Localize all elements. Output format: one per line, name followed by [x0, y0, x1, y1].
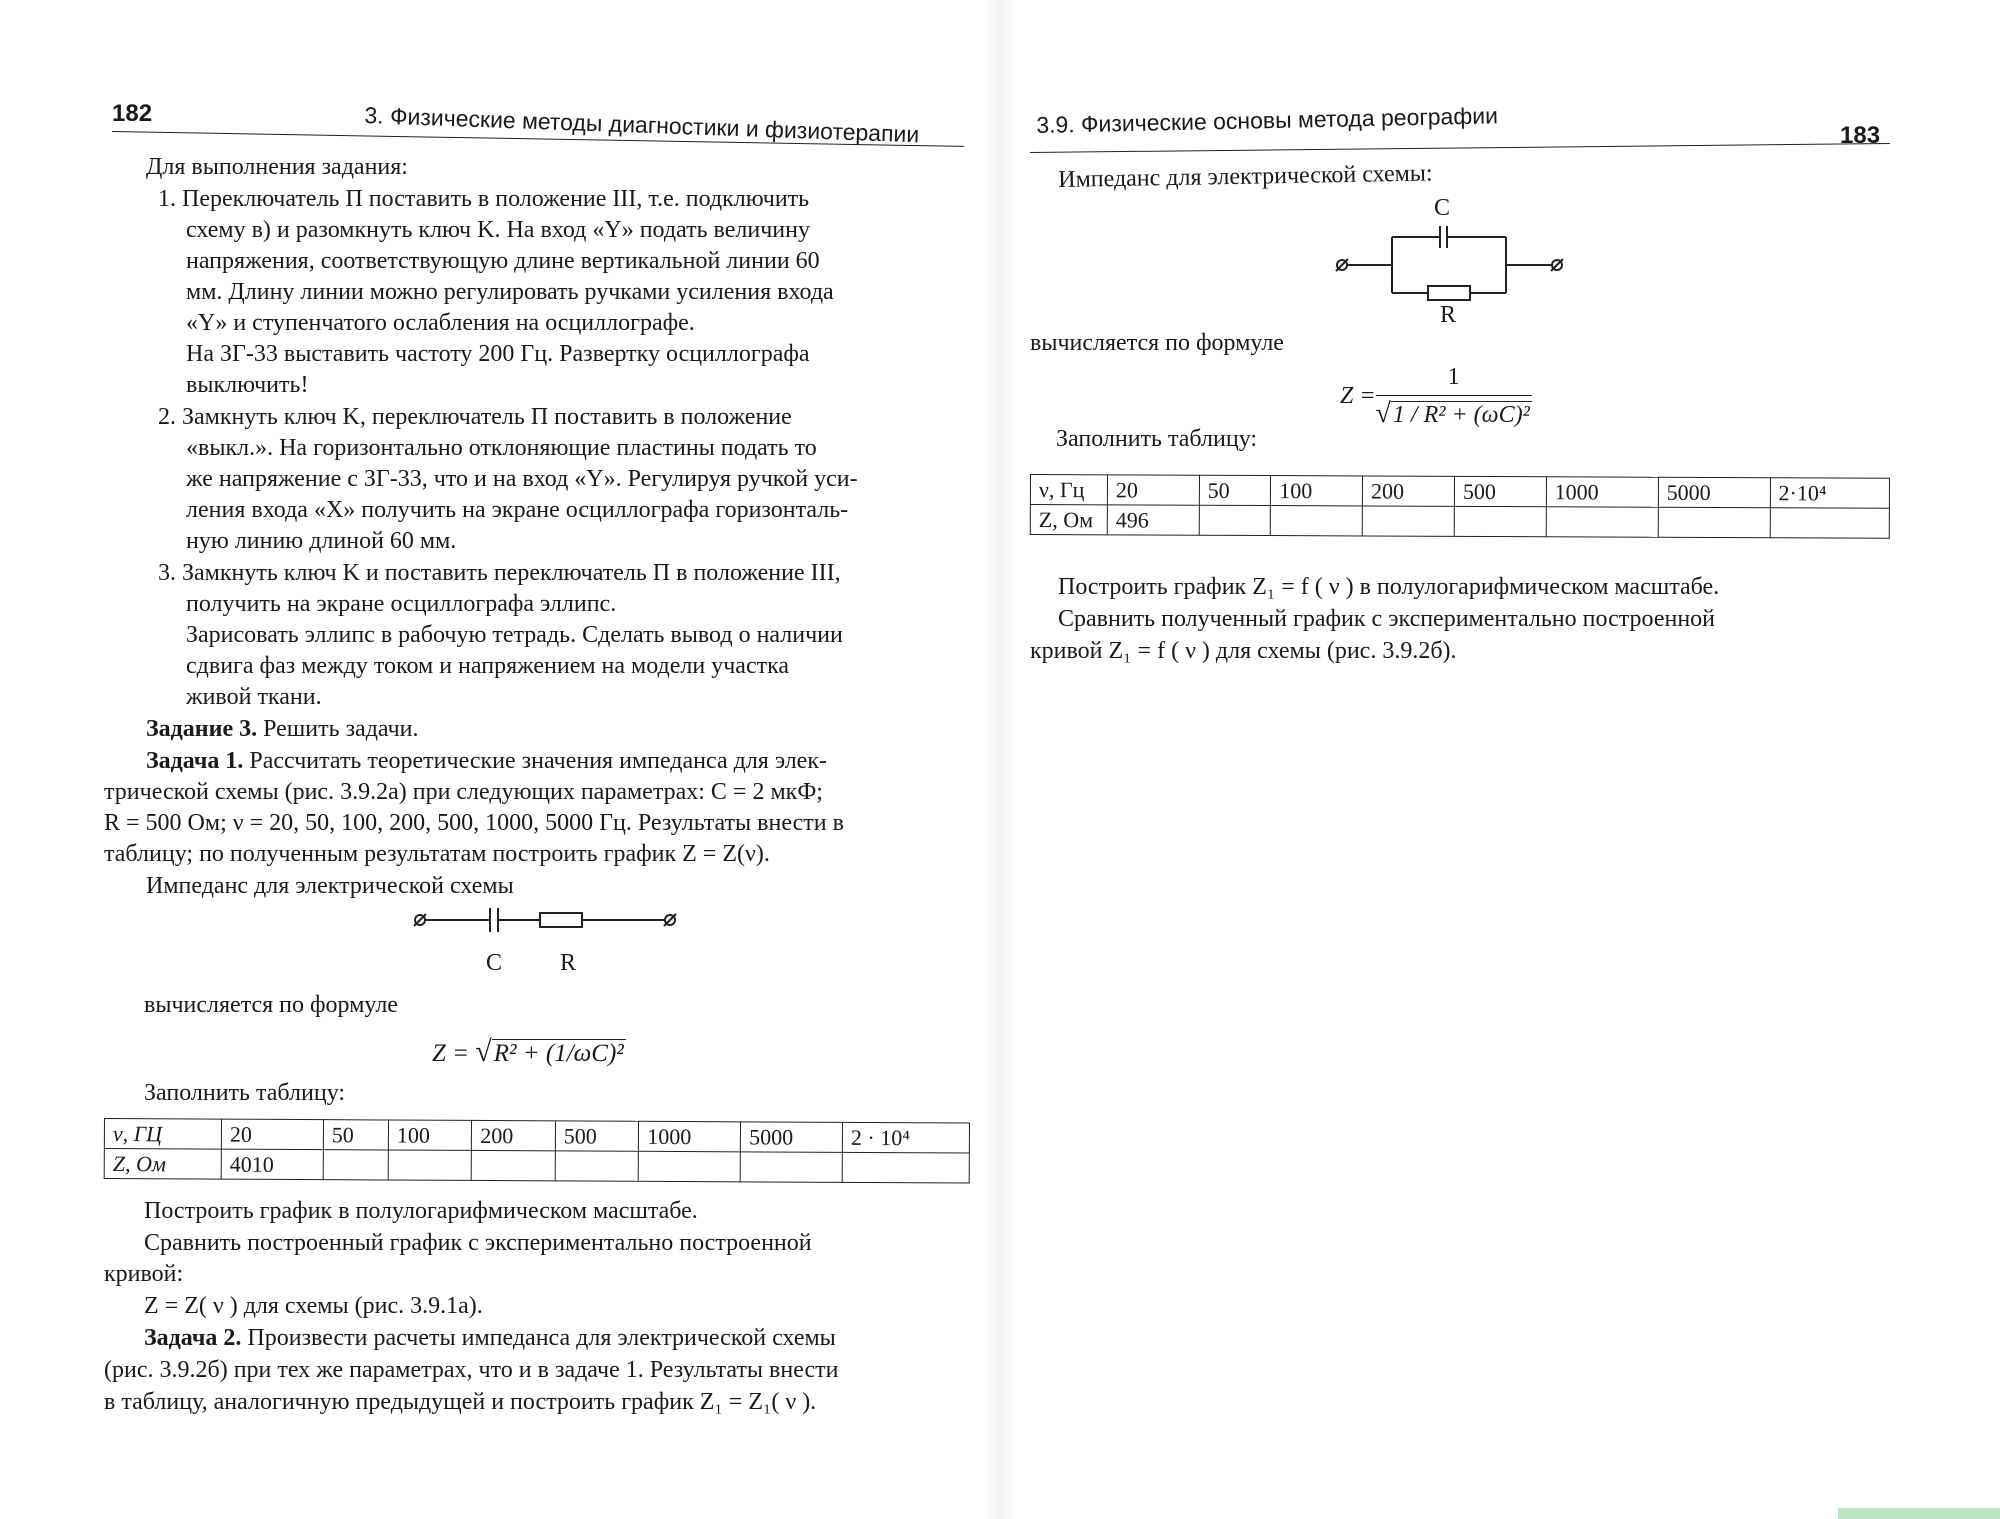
body-line: получить на экране осциллографа эллипс. — [186, 591, 617, 617]
body-line: живой ткани. — [186, 684, 322, 710]
table-cell: Z, Ом — [1030, 505, 1107, 535]
series-rc-circuit-diagram — [410, 900, 690, 960]
body-line: ления входа «X» получить на экране осциллографа горизонталь- — [186, 497, 849, 523]
table-cell — [323, 1150, 388, 1180]
body-line: выключить! — [186, 372, 309, 398]
problem1 — [146, 746, 827, 777]
table-cell: ν, ГЦ — [104, 1119, 221, 1150]
resistor-label: R — [560, 950, 577, 976]
problem1-line: Рассчитать теоретические значения импеданса для элек- — [243, 748, 827, 774]
body-line: Z = Z( ν ) для схемы (рис. 3.9.1а). — [144, 1293, 483, 1319]
right-page — [1000, 0, 2000, 1519]
table-cell: 50 — [1199, 475, 1271, 505]
table-cell: ν, Гц — [1030, 475, 1107, 505]
impedance-table — [104, 1118, 970, 1184]
table-cell — [1362, 506, 1454, 536]
body-line: На ЗГ-33 выставить частоту 200 Гц. Развертку осциллографа — [186, 341, 810, 367]
table-cell — [1770, 508, 1889, 539]
body-line: «выкл.». На горизонтально отклоняющие пластины подать то — [186, 435, 817, 461]
table-cell: 4010 — [221, 1149, 323, 1180]
body-line: 1. Переключатель П поставить в положение III, т.е. подключить — [158, 186, 810, 212]
table-cell: 100 — [1271, 476, 1363, 506]
body-line: мм. Длину линии можно регулировать ручками усиления входа — [186, 279, 834, 305]
formula-radicand: 1 / R² + (ωC)² — [1392, 402, 1530, 428]
table-cell — [1271, 506, 1363, 536]
formula-z1 — [1340, 362, 1532, 431]
impedance-label: Импеданс для электрической схемы — [146, 873, 514, 899]
body-line: же напряжение с ЗГ-33, что и на вход «Y». Регулируя ручкой уси- — [186, 466, 858, 492]
table-cell — [555, 1151, 639, 1181]
table-cell: 20 — [1107, 475, 1199, 505]
body-line: ную линию длиной 60 мм. — [186, 528, 457, 554]
body-line: кривой Z₁ = f ( ν ) для схемы (рис. 3.9.2б). — [1030, 638, 1457, 664]
impedance-label: Импеданс для электрической схемы: — [1058, 160, 1433, 193]
body-line: таблицу; по полученным результатам построить график Z = Z(ν). — [104, 841, 770, 867]
task3 — [146, 714, 419, 745]
impedance-table — [1030, 474, 1890, 539]
task3-label: Задание 3. — [146, 716, 258, 742]
problem2-line: Произвести расчеты импеданса для электрической схемы — [241, 1325, 836, 1351]
body-line: схему в) и разомкнуть ключ K. На вход «Y» подать величину — [186, 217, 810, 243]
table-cell: 20 — [221, 1119, 323, 1150]
problem1-label: Задача 1. — [146, 748, 244, 774]
capacitor-label: C — [486, 950, 503, 976]
body-line: 2. Замкнуть ключ K, переключатель П поставить в положение — [158, 404, 792, 430]
table-cell: 500 — [555, 1121, 639, 1151]
table-cell: 5000 — [1658, 477, 1770, 507]
formula-lhs: Z = — [432, 1040, 476, 1067]
formula-radicand: R² + (1/ωC)² — [493, 1040, 624, 1067]
table-cell — [1199, 505, 1271, 535]
table-cell — [740, 1152, 842, 1183]
table-cell: 2·10⁴ — [1770, 478, 1889, 509]
formula-intro: вычисляется по формуле — [1030, 330, 1284, 356]
body-line: (рис. 3.9.2б) при тех же параметрах, что и в задаче 1. Результаты внести — [104, 1357, 839, 1383]
problem2-label: Задача 2. — [144, 1325, 242, 1351]
body-line: Построить график в полулогарифмическом масштабе. — [144, 1198, 698, 1224]
body-line: Построить график Z₁ = f ( ν ) в полулогарифмическом масштабе. — [1058, 574, 1720, 600]
table-cell: 496 — [1107, 505, 1199, 535]
page-number: 182 — [112, 100, 153, 127]
formula-intro: вычисляется по формуле — [144, 992, 398, 1018]
body-line: сдвига фаз между током и напряжением на модели участка — [186, 653, 790, 679]
body-line: Сравнить построенный график с экспериментально построенной — [144, 1230, 812, 1256]
table-cell: 1000 — [1546, 477, 1658, 507]
body-line: «Y» и ступенчатого ослабления на осциллографе. — [186, 310, 695, 336]
table-cell — [1546, 507, 1658, 537]
table-cell: 2 · 10⁴ — [842, 1122, 969, 1153]
table-cell — [472, 1150, 556, 1180]
table-cell — [842, 1152, 969, 1183]
table-cell — [388, 1150, 472, 1180]
resistor-label: R — [1440, 302, 1457, 328]
formula-fraction: $\frac{1}{\text{√1 / R² + (ωC)²}}$ — [1375, 364, 1530, 429]
edge-stain — [1838, 1508, 2000, 1519]
table-cell: Z, Ом — [104, 1149, 221, 1180]
table-cell — [1454, 506, 1546, 536]
table-row — [1030, 505, 1889, 539]
body-line: Зарисовать эллипс в рабочую тетрадь. Сделать вывод о наличии — [186, 622, 843, 648]
body-line: Сравнить полученный график с экспериментально построенной — [1058, 606, 1715, 632]
fill-table-label: Заполнить таблицу: — [144, 1080, 346, 1106]
capacitor-label: C — [1434, 195, 1451, 221]
body-line: трической схемы (рис. 3.9.2а) при следующих параметрах: C = 2 мкФ; — [104, 779, 823, 805]
page-number: 183 — [1840, 122, 1881, 149]
table-cell — [639, 1151, 741, 1182]
body-line: 3. Замкнуть ключ K и поставить переключатель П в положение III, — [158, 560, 841, 586]
table-cell: 5000 — [741, 1122, 843, 1153]
body-line: напряжения, соответствующую длине вертикальной линии 60 — [186, 248, 820, 274]
table-cell: 200 — [472, 1120, 556, 1150]
task3-text: Решить задачи. — [257, 716, 419, 742]
intro-line: Для выполнения задания: — [146, 154, 408, 180]
table-row — [104, 1149, 969, 1184]
table-cell: 500 — [1454, 476, 1546, 506]
table-cell: 100 — [388, 1120, 472, 1150]
table-cell: 50 — [323, 1120, 388, 1150]
table-cell — [1658, 507, 1770, 537]
problem2 — [144, 1323, 836, 1354]
table-cell: 200 — [1363, 476, 1455, 506]
running-head: 3.9. Физические основы метода реографии — [1036, 102, 1499, 138]
formula-z: Z = √R² + (1/ωC)² — [432, 1035, 624, 1068]
formula-numerator: 1 — [1376, 362, 1532, 396]
table-row — [104, 1119, 969, 1154]
body-line: в таблицу, аналогичную предыдущей и построить график Z₁ = Z₁( ν ). — [104, 1389, 817, 1415]
table-cell: 1000 — [639, 1121, 741, 1152]
parallel-rc-circuit-diagram — [1330, 225, 1570, 305]
formula-lhs: Z = — [1340, 383, 1376, 409]
header-rule — [1030, 143, 1890, 153]
table-row — [1030, 475, 1889, 509]
body-line: кривой: — [104, 1261, 184, 1287]
fill-table-label: Заполнить таблицу: — [1056, 426, 1258, 452]
body-line: R = 500 Ом; ν = 20, 50, 100, 200, 500, 1000, 5000 Гц. Результаты внести в — [104, 810, 844, 836]
running-head: 3. Физические методы диагностики и физиотерапии — [364, 102, 920, 148]
